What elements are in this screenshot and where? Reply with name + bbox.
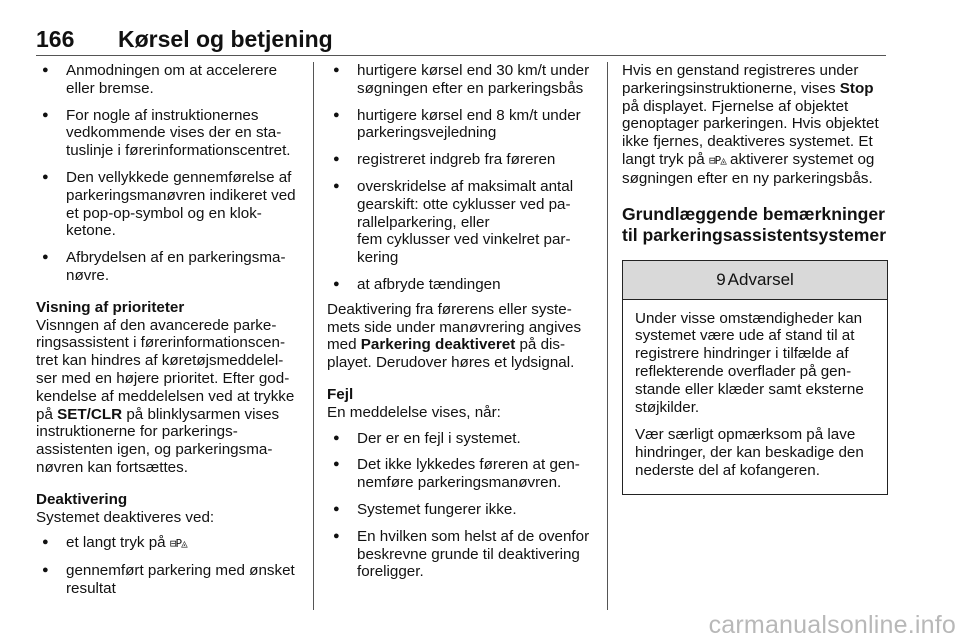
warning-header (623, 261, 887, 300)
list-item: ● registreret indgreb fra føreren (327, 151, 592, 169)
error-section (327, 386, 592, 422)
warning-title: Advarsel (727, 269, 794, 289)
deactivation-section (36, 491, 298, 527)
error-intro: En meddelelse vises, når: (327, 403, 501, 421)
list-item: ● hurtigere kørsel end 8 km/t under parkeringsvejledning (327, 107, 592, 143)
shift-line-2: fem cyklusser ved vinkelret parkering (357, 231, 571, 267)
warning-box (622, 260, 888, 495)
error-heading: Fejl (327, 385, 354, 403)
deactivation-intro: Systemet deaktiveres ved: (36, 508, 215, 526)
list-item (327, 178, 592, 267)
list-item: ● Anmodningen om at accelerere eller bremse. (36, 62, 298, 98)
section-heading: Grundlæggende bemærkninger til parkeringsassistentsystemer (622, 203, 887, 245)
list-item: ● For nogle af instruktionernes vedkommende vises der en statuslinje i førerinformationscentret. (36, 107, 298, 160)
list-item: ● at afbryde tændingen (327, 276, 592, 294)
list-item: ● Der er en fejl i systemet. (327, 430, 592, 448)
deactivation-note-text-2: på displayet. Derudover høres et lydsignal. (327, 336, 575, 372)
list-item: ● Det ikke lykkedes føreren at gennemføre parkeringsmanøvren. (327, 456, 592, 492)
column-divider-2 (607, 62, 608, 610)
list-item: ● gennemført parkering med ønsket resultat (36, 562, 298, 598)
deactivation-note (327, 301, 592, 372)
warning-body (623, 300, 887, 494)
list-item: ● En hvilken som helst af de ovenfor beskrevne grunde til deaktivering foreligger. (327, 528, 592, 581)
deactivation-list (36, 534, 298, 597)
shift-line-1: overskridelse af maksimalt antal gearskift: otte cyklusser ved parallelparkering, eller (357, 177, 574, 231)
watermark: carmanualsonline.info (708, 611, 956, 639)
warning-paragraph-1: Under visse omstændigheder kan systemet være ude af stand til at registrere hindringer i tilfælde af reflekterende overflader på genstande eller klæder samt eksterne støjkilder. (635, 309, 864, 416)
obstacle-text-1: Hvis en genstand registreres under parkeringsinstruktionerne, vises (622, 62, 859, 97)
deactivation-note-text-1: Deaktivering fra førerens eller systemets side under manøvrering angives med (327, 300, 582, 354)
parking-assist-icon: ⊟P◬ (708, 153, 726, 167)
list-item-text: et langt tryk på (66, 534, 166, 552)
list-item: ● Systemet fungerer ikke. (327, 501, 592, 519)
warning-icon: 9 (716, 269, 726, 289)
set-clr-label: SET/CLR (57, 405, 123, 423)
parking-assist-icon: ⊟P◬ (169, 537, 187, 551)
priority-section (36, 299, 298, 477)
stop-label: Stop (839, 79, 874, 97)
list-item: ● Den vellykkede gennemførelse af parkeringsmanøvren indikeret ved et pop-op-symbol og en klokketone. (36, 169, 298, 240)
parking-deactivated-label: Parkering deaktiveret (360, 336, 516, 354)
header-divider (36, 55, 886, 56)
warning-paragraph-2: Vær særligt opmærksom på lave hindringer, der kan beskadige den nederste del af kofangeren. (635, 426, 864, 479)
obstacle-text-3: aktiverer systemet og søgningen efter en ny parkeringsbås. (622, 150, 875, 187)
column-1 (36, 62, 298, 607)
page-number: 166 (36, 26, 75, 52)
deactivation-conditions-list (327, 62, 592, 294)
list-item (36, 534, 298, 553)
list-item: ● hurtigere kørsel end 30 km/t under søgningen efter en parkeringsbås (327, 62, 592, 98)
obstacle-paragraph (622, 62, 888, 188)
priority-heading: Visning af prioriteter (36, 298, 185, 316)
list-item: ● Afbrydelsen af en parkeringsmanøvre. (36, 249, 298, 285)
page-header (36, 26, 886, 54)
column-divider-1 (313, 62, 314, 610)
feedback-list (36, 62, 298, 285)
priority-text-2: på blinklysarmen vises instruktionerne for parkeringsassistenten igen, og parkeringsmanøvren kan fortsættes. (36, 405, 280, 476)
obstacle-text-2: på displayet. Fjernelse af objektet genoptager parkeringen. Hvis objektet ikke fjernes, deaktiveres systemet. Et langt tryk på (622, 97, 879, 168)
column-2 (327, 62, 592, 590)
deactivation-heading: Deaktivering (36, 490, 128, 508)
error-list (327, 430, 592, 582)
column-3 (622, 62, 888, 495)
page-title: Kørsel og betjening (118, 26, 333, 52)
priority-text-1: Visnngen af den avancerede parkeringsassistent i førerinformationscentret kan hindres af køretøjsmeddelelser med en højere prioritet. Efter godkendelse af meddelelsen ved at trykke på (36, 316, 295, 423)
